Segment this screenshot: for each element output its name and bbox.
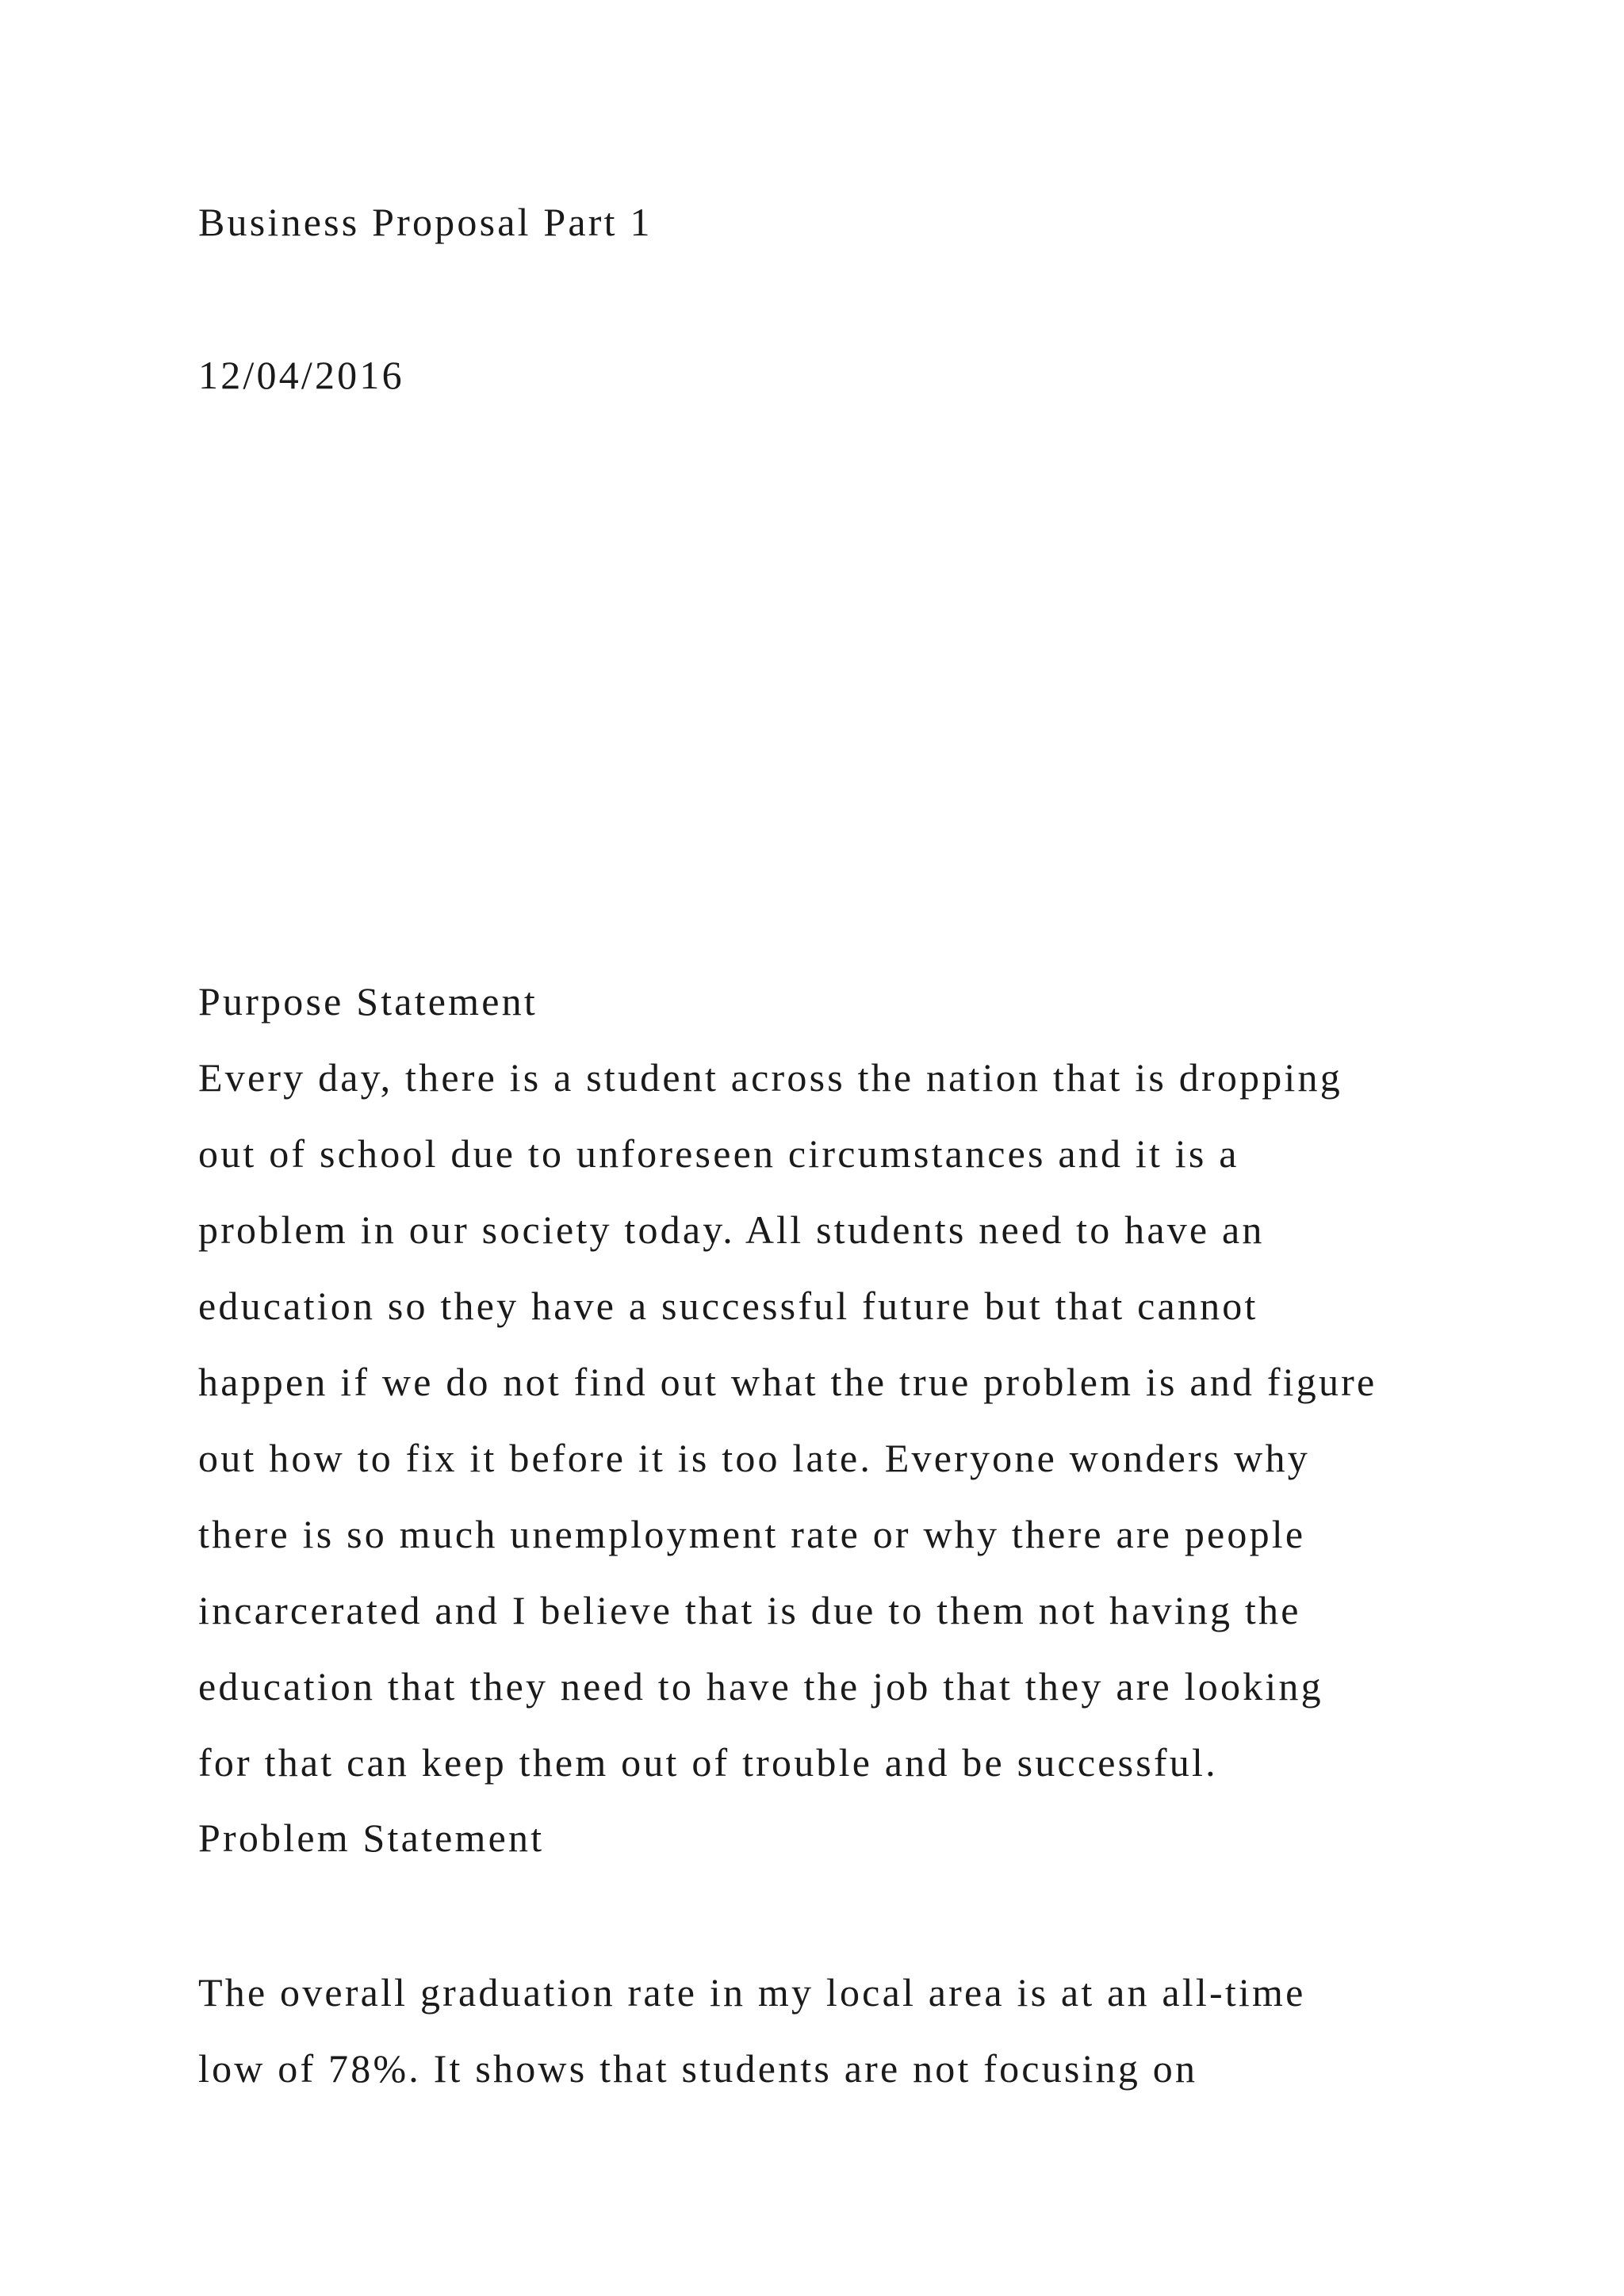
purpose-line: problem in our society today. All students need to have an [198, 1207, 1265, 1252]
purpose-line: out of school due to unforeseen circumstances and it is a [198, 1131, 1239, 1176]
problem-line: The overall graduation rate in my local area is at an all-time [198, 1970, 1306, 2015]
purpose-line: out how to fix it before it is too late. Everyone wonders why [198, 1436, 1310, 1480]
document-date: 12/04/2016 [198, 353, 404, 397]
problem-line: low of 78%. It shows that students are not focusing on [198, 2046, 1198, 2091]
purpose-line: happen if we do not find out what the true problem is and figure [198, 1360, 1377, 1404]
document-title: Business Proposal Part 1 [198, 200, 653, 244]
purpose-heading: Purpose Statement [198, 979, 538, 1024]
purpose-line: education so they have a successful future but that cannot [198, 1284, 1258, 1328]
purpose-line: there is so much unemployment rate or why there are people [198, 1512, 1306, 1556]
purpose-line: Every day, there is a student across the nation that is dropping [198, 1055, 1342, 1100]
purpose-line: education that they need to have the job that they are looking [198, 1664, 1323, 1709]
problem-heading: Problem Statement [198, 1816, 545, 1860]
purpose-line: for that can keep them out of trouble and be successful. [198, 1740, 1218, 1785]
purpose-line: incarcerated and I believe that is due to them not having the [198, 1588, 1301, 1632]
